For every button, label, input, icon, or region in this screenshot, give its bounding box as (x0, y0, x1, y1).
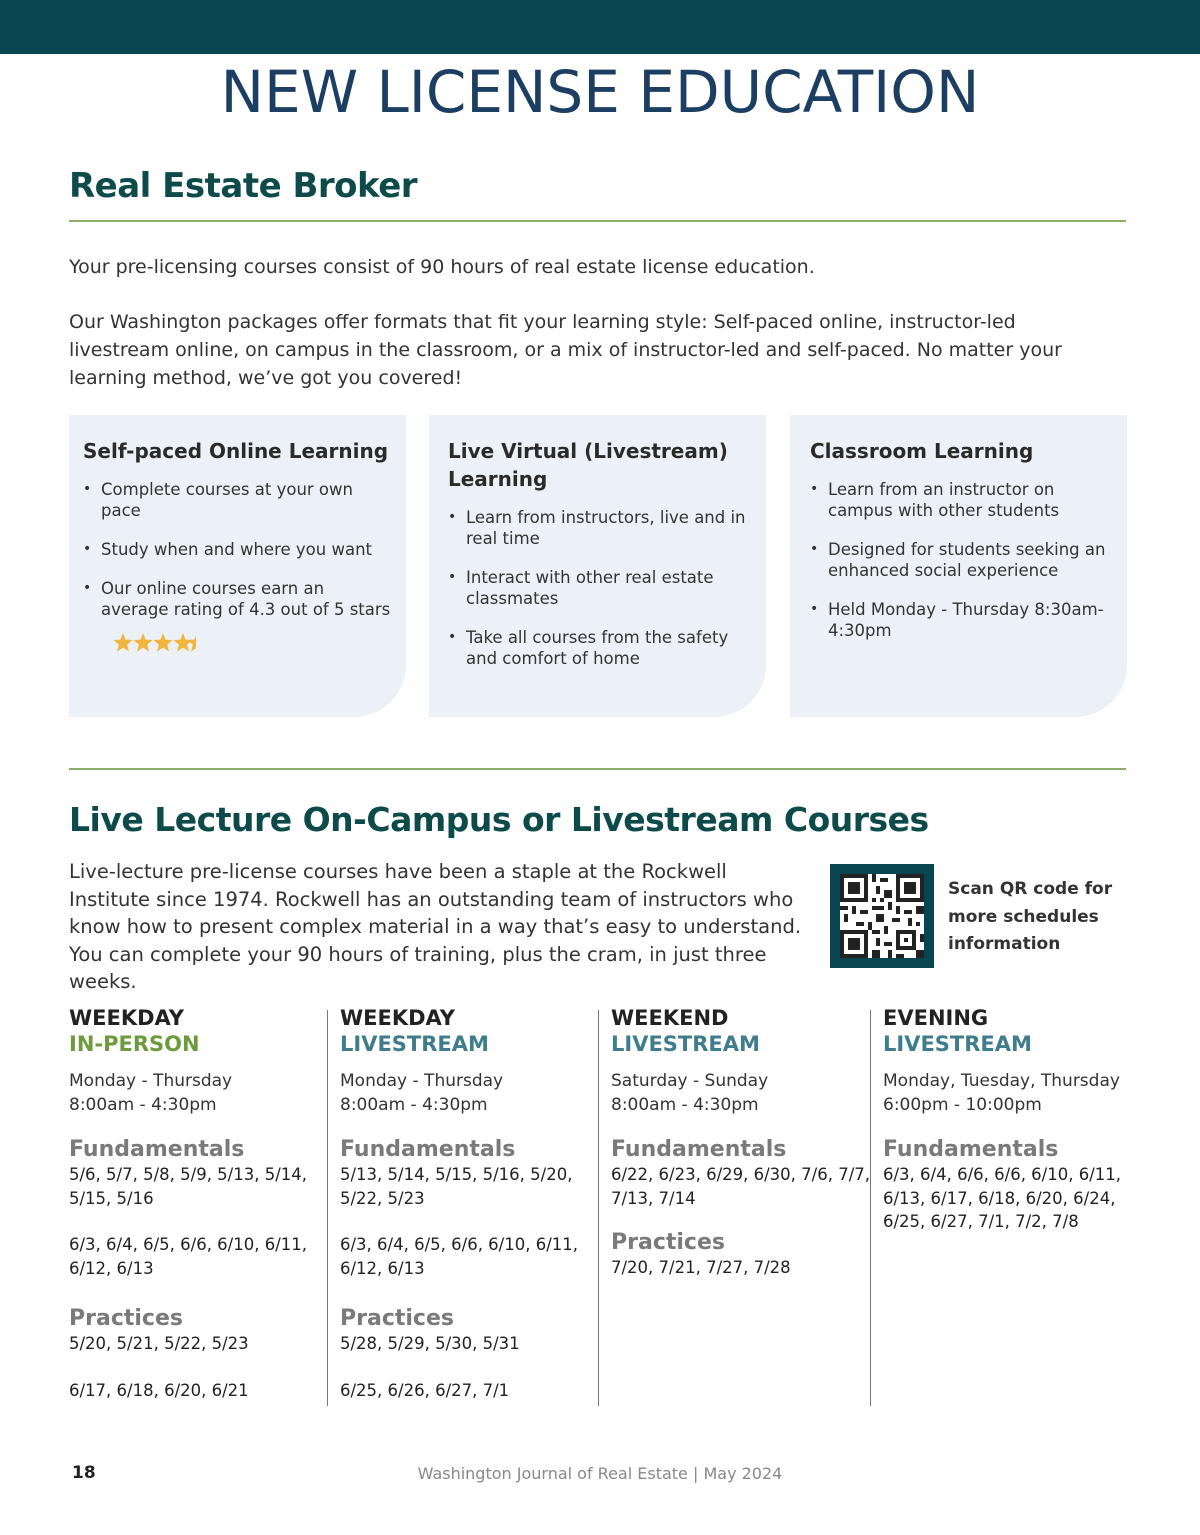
card-bullet: • Learn from an instructor on campus with other students (810, 479, 1113, 521)
card-bullets (448, 507, 752, 669)
fundamentals-dates: 6/22, 6/23, 6/29, 6/30, 7/6, 7/7, 7/13, 7/14 (611, 1165, 871, 1208)
card-self-paced (69, 415, 406, 717)
card-title: Live Virtual (Livestream) Learning (448, 439, 728, 491)
column-divider (598, 1010, 599, 1406)
practices-dates: 5/28, 5/29, 5/30, 5/31 (340, 1334, 520, 1353)
schedule-format: IN-PERSON (69, 1032, 200, 1056)
practices-dates: 7/20, 7/21, 7/27, 7/28 (611, 1258, 791, 1277)
qr-code[interactable] (830, 864, 934, 968)
schedule-type: WEEKDAY (340, 1006, 456, 1030)
column-divider (870, 1010, 871, 1406)
schedule-weekend-livestream (611, 1005, 871, 1280)
qr-caption: Scan QR code for more schedules information (948, 879, 1113, 954)
fundamentals-dates: 6/3, 6/4, 6/5, 6/6, 6/10, 6/11, 6/12, 6/13 (69, 1235, 308, 1278)
schedule-evening-livestream (883, 1005, 1143, 1234)
schedule-type: WEEKEND (611, 1006, 729, 1030)
card-livestream (429, 415, 766, 717)
broker-heading: Real Estate Broker (69, 166, 418, 206)
fundamentals-dates: 6/3, 6/4, 6/5, 6/6, 6/10, 6/11, 6/12, 6/13 (340, 1235, 579, 1278)
card-bullet: • Take all courses from the safety and comfort of home (448, 627, 752, 669)
fundamentals-dates: 5/6, 5/7, 5/8, 5/9, 5/13, 5/14, 5/15, 5/16 (69, 1165, 308, 1208)
practices-dates: 6/25, 6/26, 6/27, 7/1 (340, 1380, 510, 1400)
card-title: Self-paced Online Learning (83, 439, 389, 463)
schedule-weekday-in-person (69, 1005, 329, 1402)
schedule-format: LIVESTREAM (340, 1032, 489, 1056)
fundamentals-dates: 5/13, 5/14, 5/15, 5/16, 5/20, 5/22, 5/23 (340, 1165, 573, 1208)
lecture-heading: Live Lecture On-Campus or Livestream Courses (69, 800, 929, 839)
fundamentals-label: Fundamentals (611, 1137, 787, 1162)
schedule-days: Monday, Tuesday, Thursday (883, 1071, 1120, 1091)
card-classroom (790, 415, 1127, 717)
card-bullet: • Our online courses earn an average rating of 4.3 out of 5 stars (83, 578, 392, 620)
qr-code-icon (840, 874, 924, 958)
card-bullets (810, 479, 1113, 641)
page-title: NEW LICENSE EDUCATION (220, 58, 980, 126)
card-bullets (83, 479, 392, 620)
fundamentals-label: Fundamentals (69, 1137, 245, 1162)
lecture-body: Live-lecture pre-license courses have been a staple at the Rockwell Institute since 1974. Rockwell has an outstanding team of instructors who know how to present complex material in a way that’s easy to understand. You can complete your 90 hours of training, plus the cram, in just three weeks. (69, 860, 802, 993)
section-divider (69, 768, 1126, 770)
section-divider (69, 220, 1126, 222)
card-bullet: • Interact with other real estate classmates (448, 567, 752, 609)
card-bullet: • Learn from instructors, live and in real time (448, 507, 752, 549)
page-number: 18 (72, 1463, 96, 1483)
fundamentals-dates: 6/3, 6/4, 6/6, 6/6, 6/10, 6/11, 6/13, 6/17, 6/18, 6/20, 6/24, 6/25, 6/27, 7/1, 7/2, 7/8 (883, 1165, 1122, 1231)
broker-formats: Our Washington packages offer formats that fit your learning style: Self-paced online, instructor-led livestream online, on campus in the classroom, or a mix of instructor-led and self-paced. No matter your learning method, we’ve got you covered! (69, 311, 1062, 389)
schedule-hours: 6:00pm - 10:00pm (883, 1095, 1042, 1115)
schedule-weekday-livestream (340, 1005, 600, 1402)
practices-label: Practices (69, 1306, 183, 1331)
schedule-hours: 8:00am - 4:30pm (69, 1095, 217, 1115)
fundamentals-label: Fundamentals (883, 1137, 1059, 1162)
schedule-format: LIVESTREAM (611, 1032, 760, 1056)
schedule-type: WEEKDAY (69, 1006, 185, 1030)
star-rating (113, 632, 392, 660)
schedule-days: Monday - Thursday (340, 1071, 504, 1091)
card-bullet: • Held Monday - Thursday 8:30am-4:30pm (810, 599, 1113, 641)
star-rating-icon (113, 632, 213, 654)
broker-intro: Your pre-licensing courses consist of 90 hours of real estate license education. (69, 256, 815, 278)
card-bullet: • Study when and where you want (83, 539, 392, 560)
schedule-hours: 8:00am - 4:30pm (611, 1095, 759, 1115)
practices-label: Practices (340, 1306, 454, 1331)
practices-dates: 6/17, 6/18, 6/20, 6/21 (69, 1380, 249, 1400)
publication-footer: Washington Journal of Real Estate | May 2024 (417, 1464, 783, 1483)
schedule-hours: 8:00am - 4:30pm (340, 1095, 488, 1115)
card-title: Classroom Learning (810, 439, 1034, 463)
practices-dates: 5/20, 5/21, 5/22, 5/23 (69, 1334, 249, 1353)
column-divider (327, 1010, 328, 1406)
schedule-format: LIVESTREAM (883, 1032, 1032, 1056)
fundamentals-label: Fundamentals (340, 1137, 516, 1162)
schedule-days: Saturday - Sunday (611, 1071, 769, 1091)
schedule-days: Monday - Thursday (69, 1071, 233, 1091)
schedule-type: EVENING (883, 1006, 989, 1030)
practices-label: Practices (611, 1230, 725, 1255)
card-bullet: • Complete courses at your own pace (83, 479, 392, 521)
top-banner (0, 0, 1200, 54)
card-bullet: • Designed for students seeking an enhanced social experience (810, 539, 1113, 581)
